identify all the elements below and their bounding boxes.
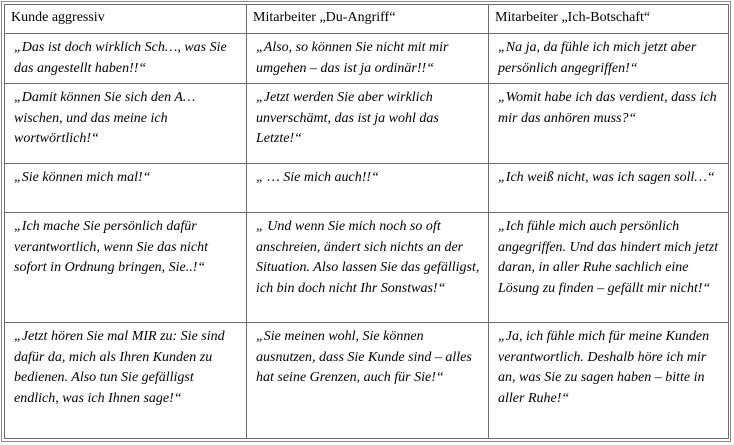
cell-ich-botschaft: „Ich weiß nicht, was ich sagen soll…“ xyxy=(489,164,729,213)
table-row xyxy=(5,84,729,164)
cell-du-angriff: „Jetzt werden Sie aber wirklich unverschämt, das ist ja wohl das Letzte!“ xyxy=(247,84,489,164)
cell-kunde: „Ich mache Sie persönlich dafür verantwortlich, wenn Sie das nicht sofort in Ordnung bringen, Sie..!“ xyxy=(5,213,247,323)
table-row xyxy=(5,213,729,323)
table-row xyxy=(5,34,729,84)
cell-ich-botschaft: „Womit habe ich das verdient, dass ich mir das anhören muss?“ xyxy=(489,84,729,164)
cell-ich-botschaft: „Ich fühle mich auch persönlich angegriffen. Und das hindert mich jetzt daran, in aller Ruhe sachlich eine Lösung zu finden – gefällt mir nicht!“ xyxy=(489,213,729,323)
cell-du-angriff: „ … Sie mich auch!!“ xyxy=(247,164,489,213)
header-kunde-aggressiv: Kunde aggressiv xyxy=(5,5,247,34)
communication-table xyxy=(4,4,729,439)
cell-du-angriff: „ Und wenn Sie mich noch so oft anschreien, ändert sich nichts an der Situation. Also lassen Sie das gefälligst, ich bin doch nicht Ihr Sonstwas!“ xyxy=(247,213,489,323)
table-header-row xyxy=(5,5,729,34)
cell-ich-botschaft: „Na ja, da fühle ich mich jetzt aber persönlich angegriffen!“ xyxy=(489,34,729,84)
cell-ich-botschaft: „Ja, ich fühle mich für meine Kunden verantwortlich. Deshalb höre ich mir an, was Sie zu sagen haben – bitte in aller Ruhe!“ xyxy=(489,323,729,439)
header-du-angriff: Mitarbeiter „Du-Angriff“ xyxy=(247,5,489,34)
cell-du-angriff: „Sie meinen wohl, Sie können ausnutzen, dass Sie Kunde sind – alles hat seine Grenzen, auch für Sie!“ xyxy=(247,323,489,439)
table-row xyxy=(5,164,729,213)
table-row xyxy=(5,323,729,439)
cell-du-angriff: „Also, so können Sie nicht mit mir umgehen – das ist ja ordinär!!“ xyxy=(247,34,489,84)
cell-kunde: „Das ist doch wirklich Sch…, was Sie das angestellt haben!!“ xyxy=(5,34,247,84)
cell-kunde: „Damit können Sie sich den A… wischen, und das meine ich wortwörtlich!“ xyxy=(5,84,247,164)
cell-kunde: „Jetzt hören Sie mal MIR zu: Sie sind dafür da, mich als Ihren Kunden zu bedienen. Also tun Sie gefälligst endlich, was ich Ihnen sage!“ xyxy=(5,323,247,439)
header-ich-botschaft: Mitarbeiter „Ich-Botschaft“ xyxy=(489,5,729,34)
cell-kunde: „Sie können mich mal!“ xyxy=(5,164,247,213)
